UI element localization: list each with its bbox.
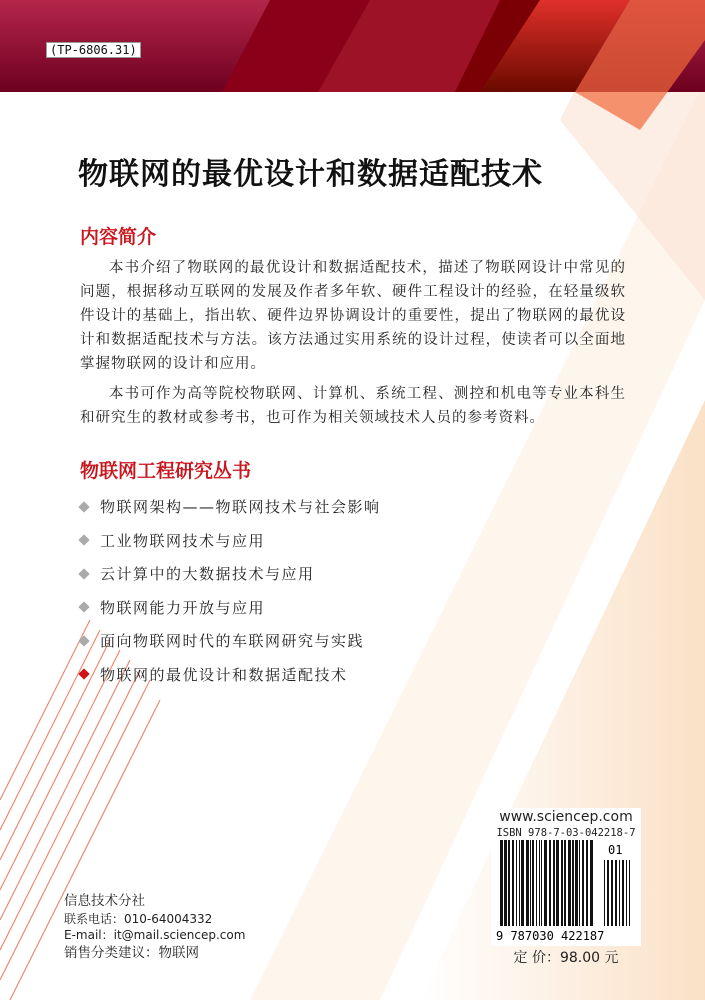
diamond-bullet-icon	[78, 501, 89, 512]
series-item-label: 物联网架构——物联网技术与社会影响	[100, 498, 381, 517]
intro-heading: 内容简介	[80, 226, 157, 248]
series-item-label: 物联网能力开放与应用	[100, 598, 266, 617]
sales-category: 销售分类建议：物联网	[64, 945, 199, 961]
main-text-column	[78, 156, 628, 691]
barcode-bar	[549, 840, 551, 926]
publisher-division: 信息技术分社	[64, 893, 145, 909]
publisher-phone: 联系电话：010-64004332	[64, 912, 213, 926]
barcode-bar	[508, 840, 510, 926]
barcode-bar	[556, 840, 559, 926]
series-item	[80, 591, 628, 625]
intro-paragraph: 本书可作为高等院校物联网、计算机、系统工程、测控和机电等专业本科生和研究生的教材或参考书，也可作为相关领域技术人员的参考资料。	[80, 386, 626, 426]
barcode-bar	[579, 840, 580, 926]
publisher-email: E-mail：it@mail.sciencep.com	[64, 928, 246, 942]
barcode-bar	[561, 840, 563, 926]
series-item-label: 物联网的最优设计和数据适配技术	[100, 665, 348, 684]
barcode-bar	[553, 840, 555, 926]
series-item-label: 云计算中的大数据技术与应用	[100, 565, 315, 584]
barcode	[496, 840, 636, 944]
barcode-digits: 9 787030 422187	[496, 929, 605, 943]
addon-bar	[626, 860, 627, 926]
price: 定 价：98.00 元	[513, 950, 619, 966]
series-item	[80, 490, 628, 524]
barcode-bar	[530, 840, 531, 926]
series-item	[80, 624, 628, 658]
diamond-bullet-icon	[78, 602, 89, 613]
book-title: 物联网的最优设计和数据适配技术	[78, 157, 543, 192]
series-heading: 物联网工程研究丛书	[80, 460, 252, 482]
diamond-bullet-icon	[78, 535, 89, 546]
isbn-text: ISBN 978-7-03-042218-7	[496, 827, 636, 839]
addon-bar	[604, 860, 605, 926]
classification-code: (TP-6806.31)	[46, 42, 141, 58]
series-item	[80, 557, 628, 591]
publisher-info	[64, 891, 245, 963]
series-item	[80, 658, 628, 692]
barcode-block	[491, 808, 641, 946]
barcode-addon: 01	[608, 843, 623, 857]
barcode-bar	[590, 840, 593, 926]
addon-bar	[619, 860, 620, 926]
diamond-bullet-icon	[78, 669, 89, 680]
addon-bar	[622, 860, 624, 926]
barcode-bar	[575, 840, 578, 926]
barcode-bar	[532, 840, 534, 926]
barcode-bar	[564, 840, 566, 926]
barcode-bar	[568, 840, 571, 926]
addon-bar	[629, 860, 630, 926]
barcode-bar	[526, 840, 529, 926]
barcode-bar	[521, 840, 524, 926]
barcode-bar	[539, 840, 540, 926]
series-list	[78, 490, 628, 691]
barcode-bar	[544, 840, 547, 926]
addon-bar	[607, 860, 609, 926]
diamond-bullet-icon	[78, 568, 89, 579]
addon-bar	[611, 860, 613, 926]
barcode-bar	[572, 840, 574, 926]
barcode-bar	[536, 840, 537, 926]
diamond-bullet-icon	[78, 635, 89, 646]
barcode-bar	[541, 840, 542, 926]
intro-paragraph: 本书介绍了物联网的最优设计和数据适配技术，描述了物联网设计中常见的问题，根据移动互联网的发展及作者多年软、硬件工程设计的经验，在轻量级软件设计的基础上，指出软、硬件边界协调设计的重要性，提出了物联网的最优设计和数据适配技术与方法。该方法通过实用系统的设计过程，使读者可以全面地掌握物联网的设计和应用。	[80, 260, 626, 372]
series-item-label: 工业物联网技术与应用	[100, 531, 266, 550]
barcode-bar	[500, 840, 503, 926]
barcode-bar	[504, 840, 507, 926]
barcode-bar	[512, 840, 514, 926]
series-item-label: 面向物联网时代的车联网研究与实践	[100, 632, 365, 651]
barcode-bar	[586, 840, 588, 926]
barcode-bar	[582, 840, 584, 926]
addon-bar	[615, 860, 617, 926]
barcode-area	[488, 808, 644, 967]
barcode-bar	[516, 840, 517, 926]
series-item	[80, 524, 628, 558]
barcode-bar	[519, 840, 520, 926]
publisher-url: www.sciencep.com	[499, 809, 633, 825]
